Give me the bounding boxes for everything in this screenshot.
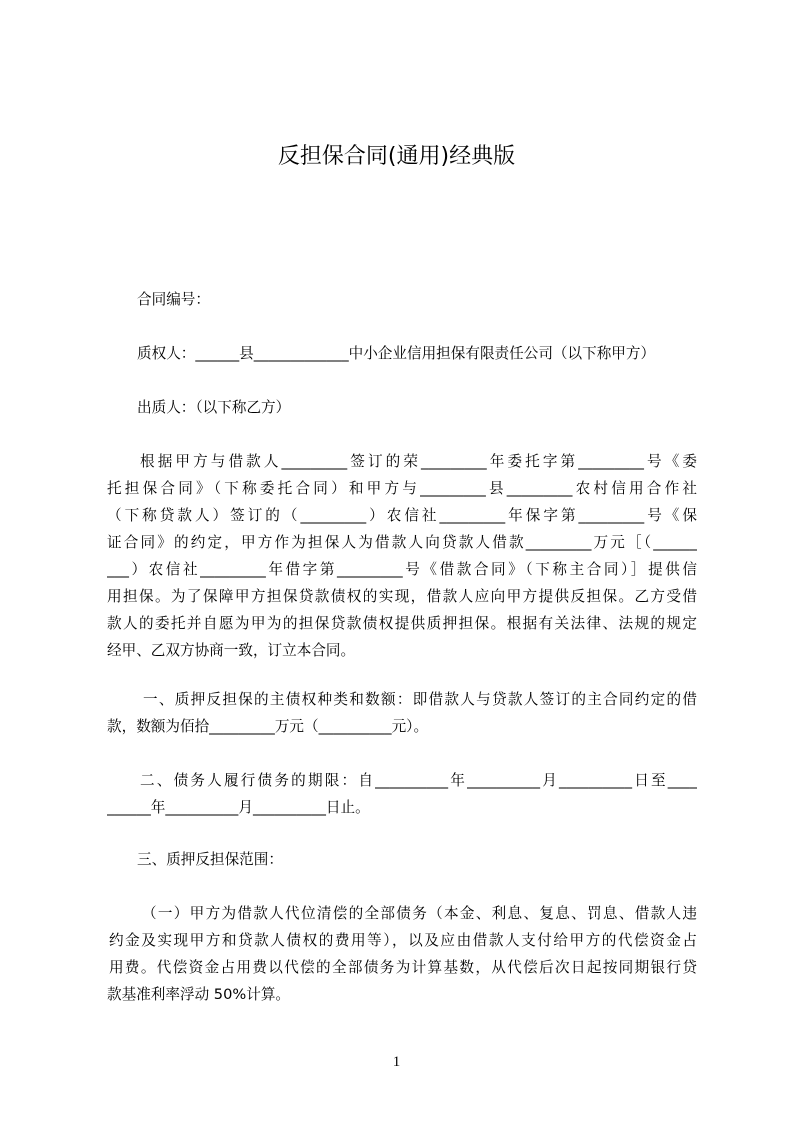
pledgor-line: 出质人：（以下称乙方） <box>137 399 291 416</box>
paragraph-line: （下称贷款人）签订的（_________）农信社_________年保字第_________号《保 <box>107 507 697 524</box>
paragraph-line: 用费。代偿资金占用费以代偿的全部债务为计算基数，从代偿后次日起按同期银行贷 <box>109 959 697 976</box>
contract-number-label: 合同编号： <box>137 291 210 308</box>
paragraph-line: 二、债务人履行债务的期限：自__________年__________月__________日至____ <box>140 772 697 789</box>
paragraph-line: 约金及实现甲方和贷款人债权的费用等），以及应由借款人支付给甲方的代偿资金占 <box>109 932 697 949</box>
document-title: 反担保合同(通用)经典版 <box>277 144 516 169</box>
paragraph-line: 证合同》的约定，甲方作为担保人为借款人向贷款人借款_________万元［（______ <box>107 534 697 551</box>
page-number: 1 <box>392 1054 401 1070</box>
paragraph-line: 款，数额为佰拾_________万元（__________元）。 <box>107 718 429 735</box>
paragraph-line: 一、质押反担保的主债权种类和数额：即借款人与贷款人签订的主合同约定的借 <box>143 691 697 708</box>
paragraph-line: 用担保。为了保障甲方担保贷款债权的实现，借款人应向甲方提供反担保。乙方受借 <box>107 588 697 605</box>
paragraph-line: ___）农信社_________年借字第_________号《借款合同》（下称主合同）］提供信 <box>107 561 697 578</box>
paragraph-line: 款人的委托并自愿为甲为的担保贷款债权提供质押担保。根据有关法律、法规的规定 <box>107 615 697 632</box>
pledgee-line: 质权人：______县_____________中小企业信用担保有限责任公司（以下称甲方） <box>137 345 656 362</box>
paragraph-line: 款基准利率浮动 50%计算。 <box>107 986 291 1003</box>
paragraph-line: 根据甲方与借款人_________签订的荣_________年委托字第_________号《委 <box>140 453 697 470</box>
paragraph-line: ______年__________月__________日止。 <box>107 799 370 816</box>
paragraph-line: 经甲、乙双方协商一致，订立本合同。 <box>107 642 356 659</box>
section-3-heading: 三、质押反担保范围： <box>137 851 283 868</box>
paragraph-line: 托担保合同》（下称委托合同）和甲方与_________县_________农村信用合作社 <box>107 480 697 497</box>
paragraph-line: （一）甲方为借款人代位清偿的全部债务（本金、利息、复息、罚息、借款人违 <box>142 905 697 922</box>
